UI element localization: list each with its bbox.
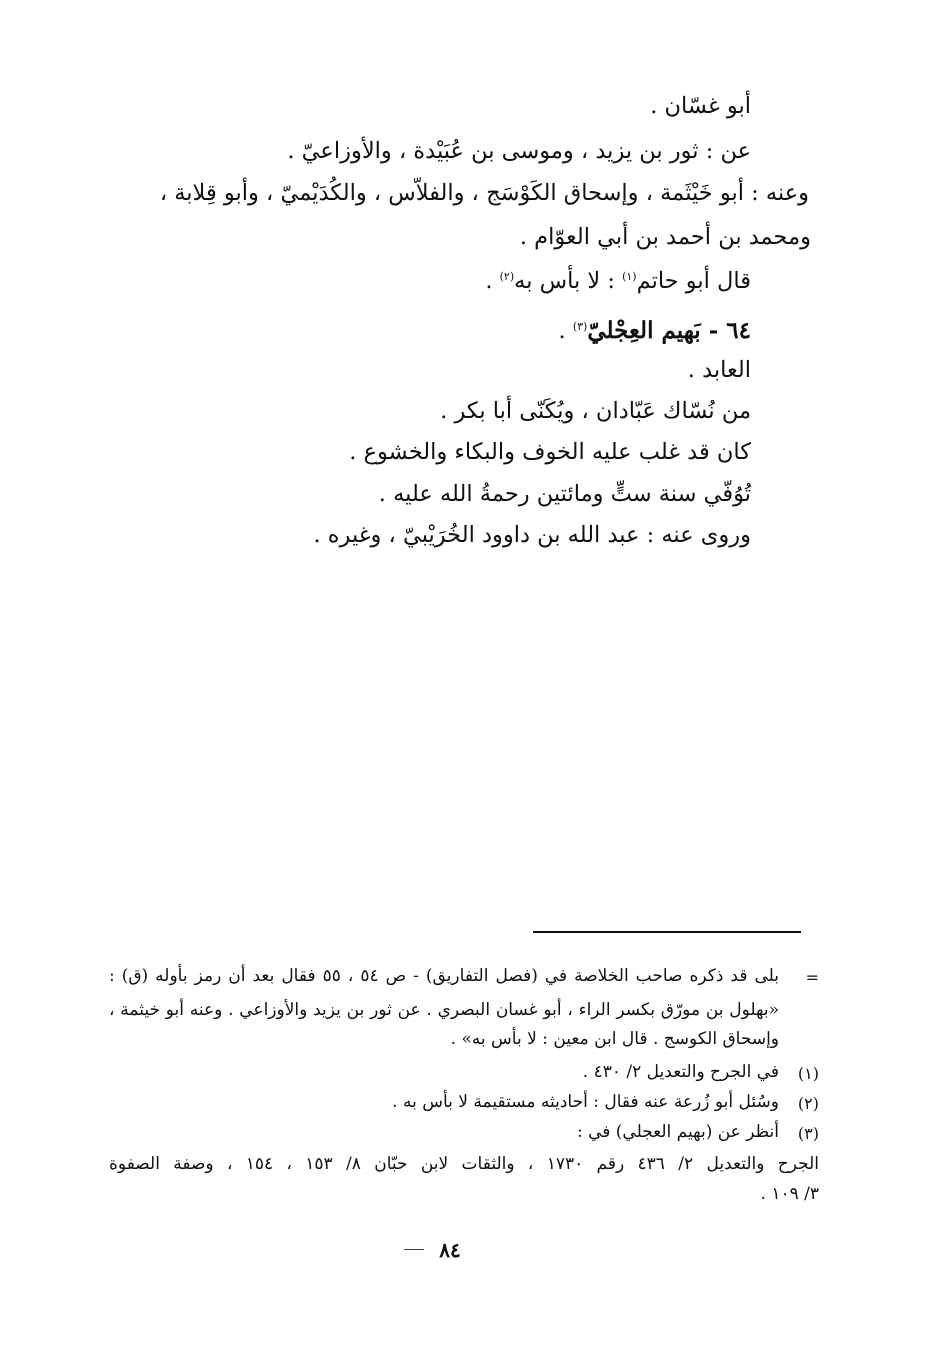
footnote-3-line-2: الجرح والتعديل ٢/ ٤٣٦ رقم ١٧٣٠ ، والثقات لابن حبّان ٨/ ١٥٣ ، ١٥٤ ، وصفة الصفوة [109,1154,819,1174]
footnote-marker-3: (٣) [797,1124,819,1143]
footnote-ref-1[interactable]: (١) [622,270,637,283]
footnote-continuation-marker: = [805,968,819,987]
footnote-text-2: وسُئل أبو زُرعة عنه فقال : أحاديثه مستقيمة لا بأس به . [392,1092,779,1112]
footnote-ref-2[interactable]: (٢) [499,270,515,283]
entry-line-5: وروى عنه : عبد الله بن داوود الخُرَيْبيّ ، وغيره . [313,522,751,548]
abu-hatim-line [485,262,751,296]
entry-heading: ٦٤ - بَهيم العِجْليّ [587,317,751,344]
footnote-3-line-3: ٣/ ١٠٩ . [760,1184,819,1204]
entry-heading-end: . [558,318,573,344]
footnote-cont-line-2: «بهلول بن مورّق بكسر الراء ، أبو غسان البصري . عن ثور بن يزيد والأوزاعي . وعنه أبو خيثمة ، [109,1000,779,1020]
entry-line-1: العابد . [687,357,751,383]
main-line-4: ومحمد بن أحمد بن أبي العوّام . [519,224,811,250]
main-line-3: وعنه : أبو خَيْثَمة ، وإسحاق الكَوْسَج ، والفلاّس ، والكُدَيْميّ ، وأبو قِلابة ، [159,180,809,206]
entry-line-2: من نُسّاك عَبّادان ، ويُكَنّى أبا بكر . [440,398,751,424]
footnote-marker-1: (١) [797,1064,819,1083]
page-number: ٨٤ [439,1238,461,1262]
footnote-text-1: في الجرح والتعديل ٢/ ٤٣٠ . [582,1062,779,1082]
footnote-text-3: أنظر عن (بهيم العجلي) في : [576,1122,779,1142]
entry-line-3: كان قد غلب عليه الخوف والبكاء والخشوع . [349,439,751,465]
abu-hatim-text-b: : لا بأس به [514,268,623,294]
footnote-ref-3[interactable]: (٣) [572,320,588,333]
entry-heading-line [559,312,752,346]
footnote-cont-line-3: وإسحاق الكوسج . قال ابن معين : لا بأس به» . [450,1029,779,1049]
entry-line-4: تُوُفّي سنة ستٍّ ومائتين رحمةُ الله عليه . [378,481,751,507]
footnote-separator [533,931,801,933]
abu-hatim-text-c: . [485,268,500,294]
main-line-2: عن : ثور بن يزيد ، وموسى بن عُبَيْدة ، والأوزاعيّ . [287,138,751,164]
footnote-cont-line-1: بلى قد ذكره صاحب الخلاصة في (فصل التفاريق) - ص ٥٤ ، ٥٥ فقال بعد أن رمز بأوله (ق) : [109,966,780,986]
footnote-marker-2: (٢) [797,1094,819,1113]
main-line-1: أبو غسّان . [650,93,751,119]
abu-hatim-text-a: قال أبو حاتم [636,268,751,294]
